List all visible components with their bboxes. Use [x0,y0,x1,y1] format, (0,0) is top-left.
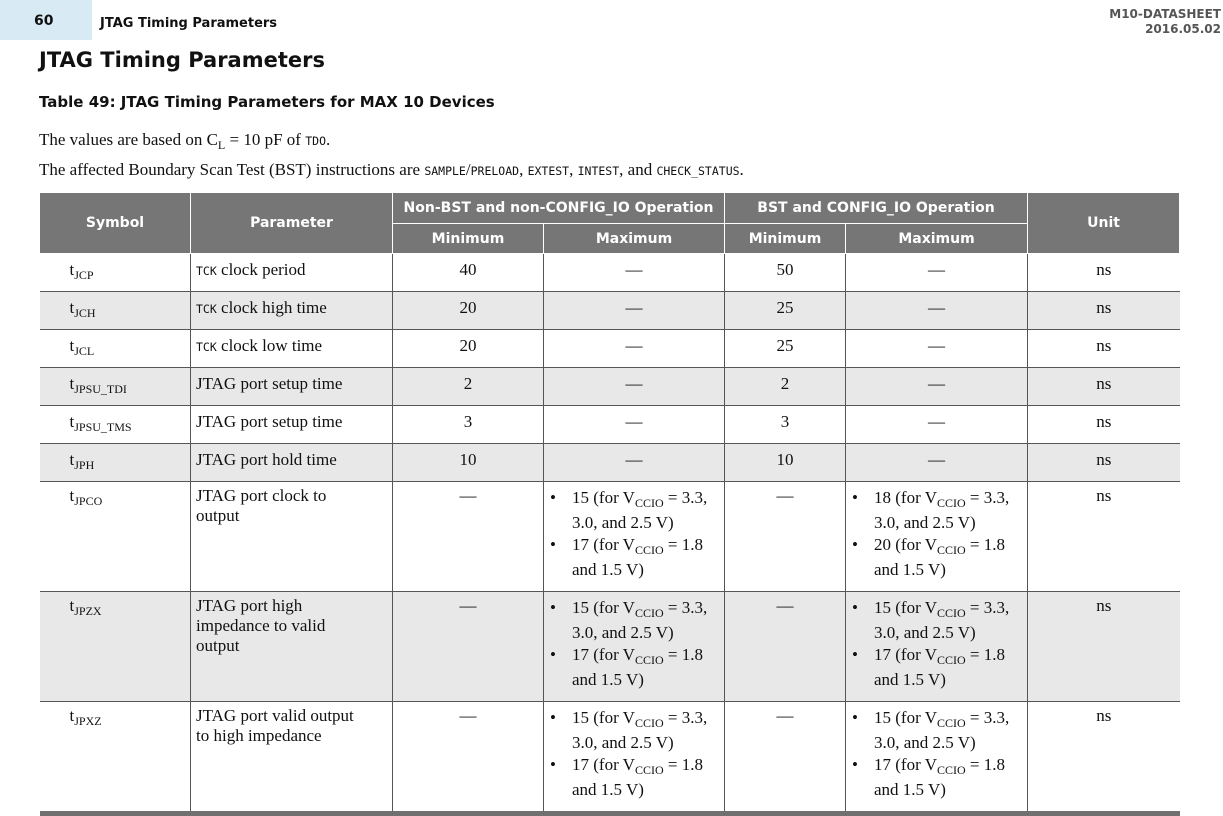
header-max-1: Maximum [544,224,725,254]
unit-cell: ns [1028,444,1180,482]
max2-cell: — [846,444,1028,482]
item-text: 17 (for V [572,645,635,664]
table-row [40,702,1180,814]
parameter-cell [191,444,393,482]
symbol-t: t [69,706,75,725]
symbol-sub: JPXZ [74,714,102,728]
item-text: = 3.3, [663,488,708,507]
min1-cell: — [393,702,544,814]
header-parameter: Parameter [191,193,393,254]
list-item [852,488,1027,533]
min1-cell: 40 [393,254,544,292]
item-text: and 1.5 V) [874,560,946,579]
max2-cell: — [846,330,1028,368]
max2-cell [846,702,1028,814]
min2-cell: 2 [725,368,846,406]
table-title: Table 49: JTAG Timing Parameters for MAX 10 Devices [39,93,495,111]
symbol-cell [40,254,191,292]
bullet-list [846,488,1027,580]
symbol-sub: JPSU_TMS [74,420,132,434]
item-text: 15 (for V [874,598,937,617]
parameter-cell [191,406,393,444]
max1-cell: — [544,292,725,330]
max1-cell [544,592,725,702]
bullet-icon: • [852,708,858,727]
symbol-cell [40,406,191,444]
doc-id-text: M10-DATASHEET [1109,7,1221,21]
symbol-sub: JPH [74,458,95,472]
symbol-t: t [69,486,75,505]
symbol-sub: JPCO [74,494,103,508]
item-sub: CCIO [634,543,664,557]
item-text: 15 (for V [572,598,635,617]
item-sub: CCIO [936,763,966,777]
note-bst-instructions [39,160,744,180]
min1-cell: 10 [393,444,544,482]
note2-code1: SAMPLE [424,164,466,178]
min2-cell: 3 [725,406,846,444]
note1-post: . [326,130,331,149]
param-text: JTAG port setup time [196,374,343,393]
bullet-icon: • [550,598,556,617]
param-code: TCK [196,264,217,278]
item-text: 3.0, and 2.5 V) [572,623,674,642]
item-sub: CCIO [634,716,664,730]
table-row [40,482,1180,592]
item-text: 18 (for V [874,488,937,507]
item-sub: CCIO [634,496,664,510]
unit-cell: ns [1028,368,1180,406]
symbol-cell [40,292,191,330]
item-text: 20 (for V [874,535,937,554]
doc-date: 2016.05.02 [1145,22,1221,36]
max1-cell: — [544,254,725,292]
table-row [40,444,1180,482]
item-sub: CCIO [936,496,966,510]
header-group-bst: BST and CONFIG_IO Operation [725,193,1028,224]
min2-cell: 25 [725,330,846,368]
param-line: impedance to valid [196,616,326,635]
min2-cell: 50 [725,254,846,292]
max1-cell: — [544,368,725,406]
min1-cell: — [393,482,544,592]
symbol-cell [40,592,191,702]
item-text: and 1.5 V) [572,560,644,579]
item-sub: CCIO [936,543,966,557]
bullet-icon: • [550,535,556,554]
bullet-list [544,598,724,690]
min1-cell: — [393,592,544,702]
item-text: = 3.3, [965,598,1010,617]
max1-cell: — [544,330,725,368]
param-line: output [196,636,240,655]
item-text: 3.0, and 2.5 V) [874,623,976,642]
unit-cell: ns [1028,292,1180,330]
list-item [550,645,724,690]
note2-end: . [739,160,744,179]
param-code: TCK [196,302,217,316]
param-line: to high impedance [196,726,322,745]
symbol-cell [40,368,191,406]
max1-cell: — [544,406,725,444]
table-row [40,406,1180,444]
parameter-cell [191,330,393,368]
symbol-cell [40,702,191,814]
item-sub: CCIO [936,606,966,620]
item-text: 15 (for V [572,708,635,727]
bullet-icon: • [550,488,556,507]
symbol-t: t [69,374,75,393]
list-item [852,598,1027,643]
unit-cell: ns [1028,330,1180,368]
header-unit: Unit [1028,193,1180,254]
note2-comma1: , [519,160,528,179]
item-text: 17 (for V [874,645,937,664]
note1-pre: The values are based on C [39,130,218,149]
note1-sub: L [217,138,226,152]
header-min-1: Minimum [393,224,544,254]
parameter-cell [191,368,393,406]
item-text: = 1.8 [965,755,1005,774]
item-text: 3.0, and 2.5 V) [874,733,976,752]
list-item [852,535,1027,580]
section-title: JTAG Timing Parameters [39,48,325,72]
max1-cell [544,702,725,814]
bullet-list [846,708,1027,800]
jtag-timing-table [39,192,1180,816]
symbol-cell [40,444,191,482]
max2-cell: — [846,368,1028,406]
running-header: JTAG Timing Parameters [100,16,278,31]
item-sub: CCIO [634,606,664,620]
table-row [40,292,1180,330]
min2-cell: — [725,702,846,814]
max2-cell: — [846,406,1028,444]
item-text: = 1.8 [663,755,703,774]
param-code: TCK [196,340,217,354]
header-group-non-bst: Non-BST and non-CONFIG_IO Operation [393,193,725,224]
bullet-icon: • [852,488,858,507]
item-sub: CCIO [634,763,664,777]
item-text: = 1.8 [663,645,703,664]
item-text: = 1.8 [663,535,703,554]
unit-cell: ns [1028,702,1180,814]
note-load-capacitance [39,130,330,153]
max2-cell [846,482,1028,592]
bullet-icon: • [852,645,858,664]
symbol-t: t [69,336,75,355]
param-line: output [196,506,240,525]
param-text: JTAG port hold time [196,450,337,469]
note2-slash: / [465,160,471,179]
param-line: JTAG port high [196,596,303,615]
table-row [40,254,1180,292]
parameter-cell [191,292,393,330]
item-text: 15 (for V [874,708,937,727]
symbol-t: t [69,412,75,431]
item-sub: CCIO [936,716,966,730]
bullet-list [846,598,1027,690]
item-sub: CCIO [634,653,664,667]
note2-and: , and [619,160,657,179]
list-item [852,755,1027,800]
symbol-sub: JCP [74,268,94,282]
symbol-sub: JCH [74,306,96,320]
symbol-sub: JPSU_TDI [74,382,127,396]
min1-cell: 20 [393,330,544,368]
symbol-t: t [69,596,75,615]
item-text: and 1.5 V) [874,780,946,799]
page-number: 60 [34,13,54,29]
param-text: clock period [216,260,306,279]
bullet-icon: • [852,755,858,774]
item-text: and 1.5 V) [572,780,644,799]
bullet-icon: • [852,598,858,617]
symbol-sub: JPZX [74,604,102,618]
header-symbol: Symbol [40,193,191,254]
header-min-2: Minimum [725,224,846,254]
param-line: JTAG port valid output [196,706,354,725]
item-text: 3.0, and 2.5 V) [874,513,976,532]
table-row [40,368,1180,406]
symbol-cell [40,330,191,368]
list-item [852,708,1027,753]
symbol-t: t [69,298,75,317]
parameter-cell [191,482,393,592]
bullet-icon: • [852,535,858,554]
max1-cell [544,482,725,592]
note1-code: TDO [305,134,326,148]
max2-cell: — [846,254,1028,292]
note2-comma2: , [569,160,578,179]
unit-cell: ns [1028,254,1180,292]
item-text: 3.0, and 2.5 V) [572,513,674,532]
item-text: 3.0, and 2.5 V) [572,733,674,752]
item-text: = 1.8 [965,535,1005,554]
item-text: = 3.3, [663,598,708,617]
note2-code5: CHECK_STATUS [656,164,740,178]
item-text: = 3.3, [965,708,1010,727]
bullet-list [544,488,724,580]
unit-cell: ns [1028,406,1180,444]
parameter-cell [191,702,393,814]
min2-cell: 25 [725,292,846,330]
min1-cell: 3 [393,406,544,444]
document-id [1109,7,1221,37]
param-text: clock high time [216,298,327,317]
bullet-icon: • [550,755,556,774]
symbol-cell [40,482,191,592]
list-item [550,755,724,800]
bullet-icon: • [550,708,556,727]
table-row [40,592,1180,702]
list-item [550,535,724,580]
item-text: = 1.8 [965,645,1005,664]
item-text: 17 (for V [572,755,635,774]
item-sub: CCIO [936,653,966,667]
list-item [550,598,724,643]
note1-mid: = 10 pF of [225,130,306,149]
list-item [852,645,1027,690]
list-item [550,488,724,533]
item-text: 15 (for V [572,488,635,507]
unit-cell: ns [1028,592,1180,702]
max1-cell: — [544,444,725,482]
param-text: JTAG port setup time [196,412,343,431]
param-text: clock low time [216,336,323,355]
note2-code4: INTEST [577,164,620,178]
unit-cell: ns [1028,482,1180,592]
note2-code3: EXTEST [527,164,570,178]
list-item [550,708,724,753]
item-text: and 1.5 V) [572,670,644,689]
max2-cell: — [846,292,1028,330]
min2-cell: 10 [725,444,846,482]
note2-code2: PRELOAD [470,164,520,178]
bullet-list [544,708,724,800]
parameter-cell [191,592,393,702]
param-line: JTAG port clock to [196,486,327,505]
min1-cell: 2 [393,368,544,406]
item-text: = 3.3, [663,708,708,727]
bullet-icon: • [550,645,556,664]
note2-pre: The affected Boundary Scan Test (BST) instructions are [39,160,425,179]
max2-cell [846,592,1028,702]
symbol-t: t [69,450,75,469]
parameter-cell [191,254,393,292]
item-text: 17 (for V [572,535,635,554]
symbol-t: t [69,260,75,279]
item-text: = 3.3, [965,488,1010,507]
min2-cell: — [725,482,846,592]
min2-cell: — [725,592,846,702]
min1-cell: 20 [393,292,544,330]
symbol-sub: JCL [74,344,95,358]
header-max-2: Maximum [846,224,1028,254]
table-row [40,330,1180,368]
item-text: and 1.5 V) [874,670,946,689]
item-text: 17 (for V [874,755,937,774]
